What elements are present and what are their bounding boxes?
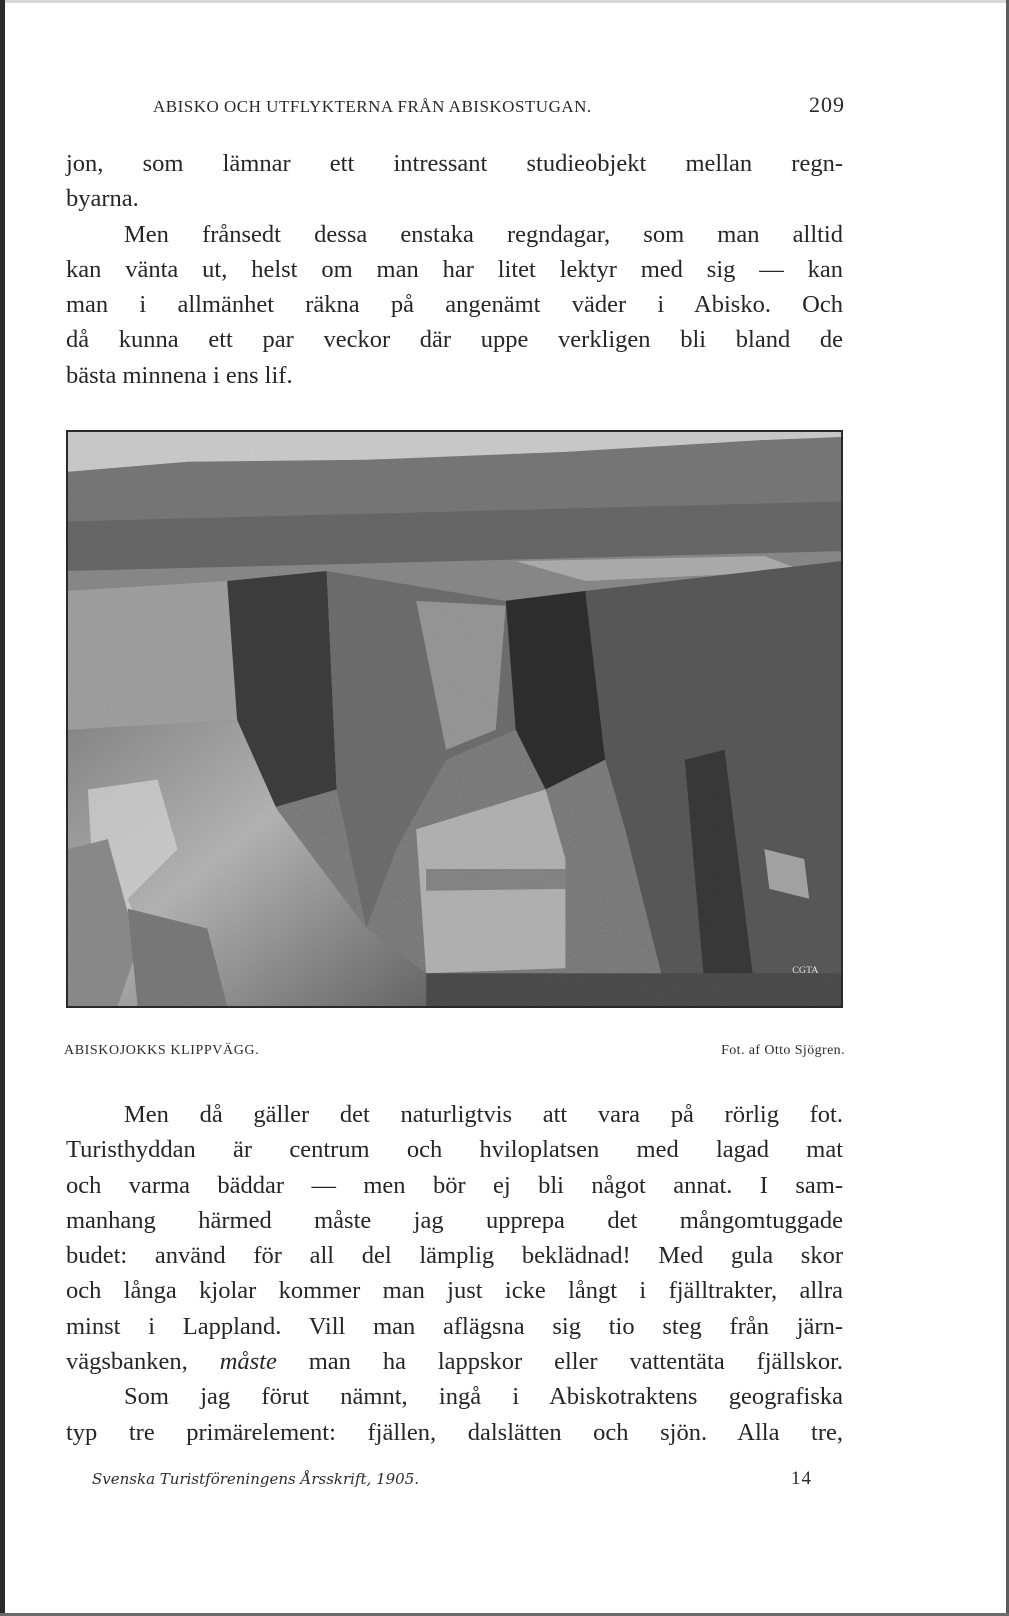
body-text-bottom [66, 1097, 843, 1450]
body-text-top [66, 146, 843, 393]
page-edge-top [0, 0, 1009, 3]
text-line: Som jag förut nämnt, ingå i Abiskotraktens geografiska [124, 1383, 843, 1411]
text-line: och långa kjolar kommer man just icke långt i fjälltrakter, allra [66, 1277, 843, 1305]
text-line: Turisthyddan är centrum och hviloplatsen med lagad mat [66, 1136, 843, 1164]
text-line: Men då gäller det naturligtvis att vara på rörlig fot. [124, 1101, 843, 1128]
text-line: jon, som lämnar ett intressant studieobjekt mellan regn- [66, 150, 843, 177]
text-line [66, 1344, 843, 1379]
caption-title: ABISKOJOKKS KLIPPVÄGG. [64, 1043, 260, 1058]
text-line: manhang härmed måste jag upprepa det mångomtuggade [66, 1206, 843, 1234]
photo-image [68, 432, 841, 1006]
signature-mark: 14 [791, 1468, 812, 1489]
text-fragment: vägsbanken, [66, 1348, 188, 1376]
text-fragment: man ha lappskor eller vattentäta fjällskor. [308, 1348, 844, 1376]
text-line: och varma bäddar — men bör ej bli något annat. I sam- [66, 1171, 843, 1199]
page-footer [92, 1468, 812, 1490]
text-line: bästa minnena i ens lif. [66, 361, 293, 389]
text-line: då kunna ett par veckor där uppe verkligen bli bland de [66, 326, 843, 354]
figure-caption [64, 1043, 845, 1059]
engraver-mark: CGTA [792, 965, 819, 977]
text-line: byarna. [66, 185, 139, 213]
publication-title: Svenska Turistföreningens Årsskrift, 1905. [92, 1470, 420, 1488]
cliff-photograph [66, 430, 843, 1008]
photo-credit: Fot. af Otto Sjögren. [721, 1043, 845, 1058]
emphasized-word: måste [219, 1348, 277, 1376]
page-edge-left [0, 0, 5, 1616]
text-line: kan vänta ut, helst om man har litet lektyr med sig — kan [66, 255, 843, 283]
text-line: Men frånsedt dessa enstaka regndagar, som man alltid [124, 220, 843, 248]
running-header [153, 92, 845, 118]
text-line: minst i Lappland. Vill man aflägsna sig tio steg från järn- [66, 1312, 843, 1340]
text-line: typ tre primärelement: fjällen, dalslätten och sjön. Alla tre, [66, 1418, 843, 1446]
text-line: budet: använd för all del lämplig beklädnad! Med gula skor [66, 1242, 843, 1270]
running-title: ABISKO OCH UTFLYKTERNA FRÅN ABISKOSTUGAN. [153, 97, 592, 116]
text-line: man i allmänhet räkna på angenämt väder i Abisko. Och [66, 291, 843, 319]
page-number: 209 [809, 92, 845, 117]
